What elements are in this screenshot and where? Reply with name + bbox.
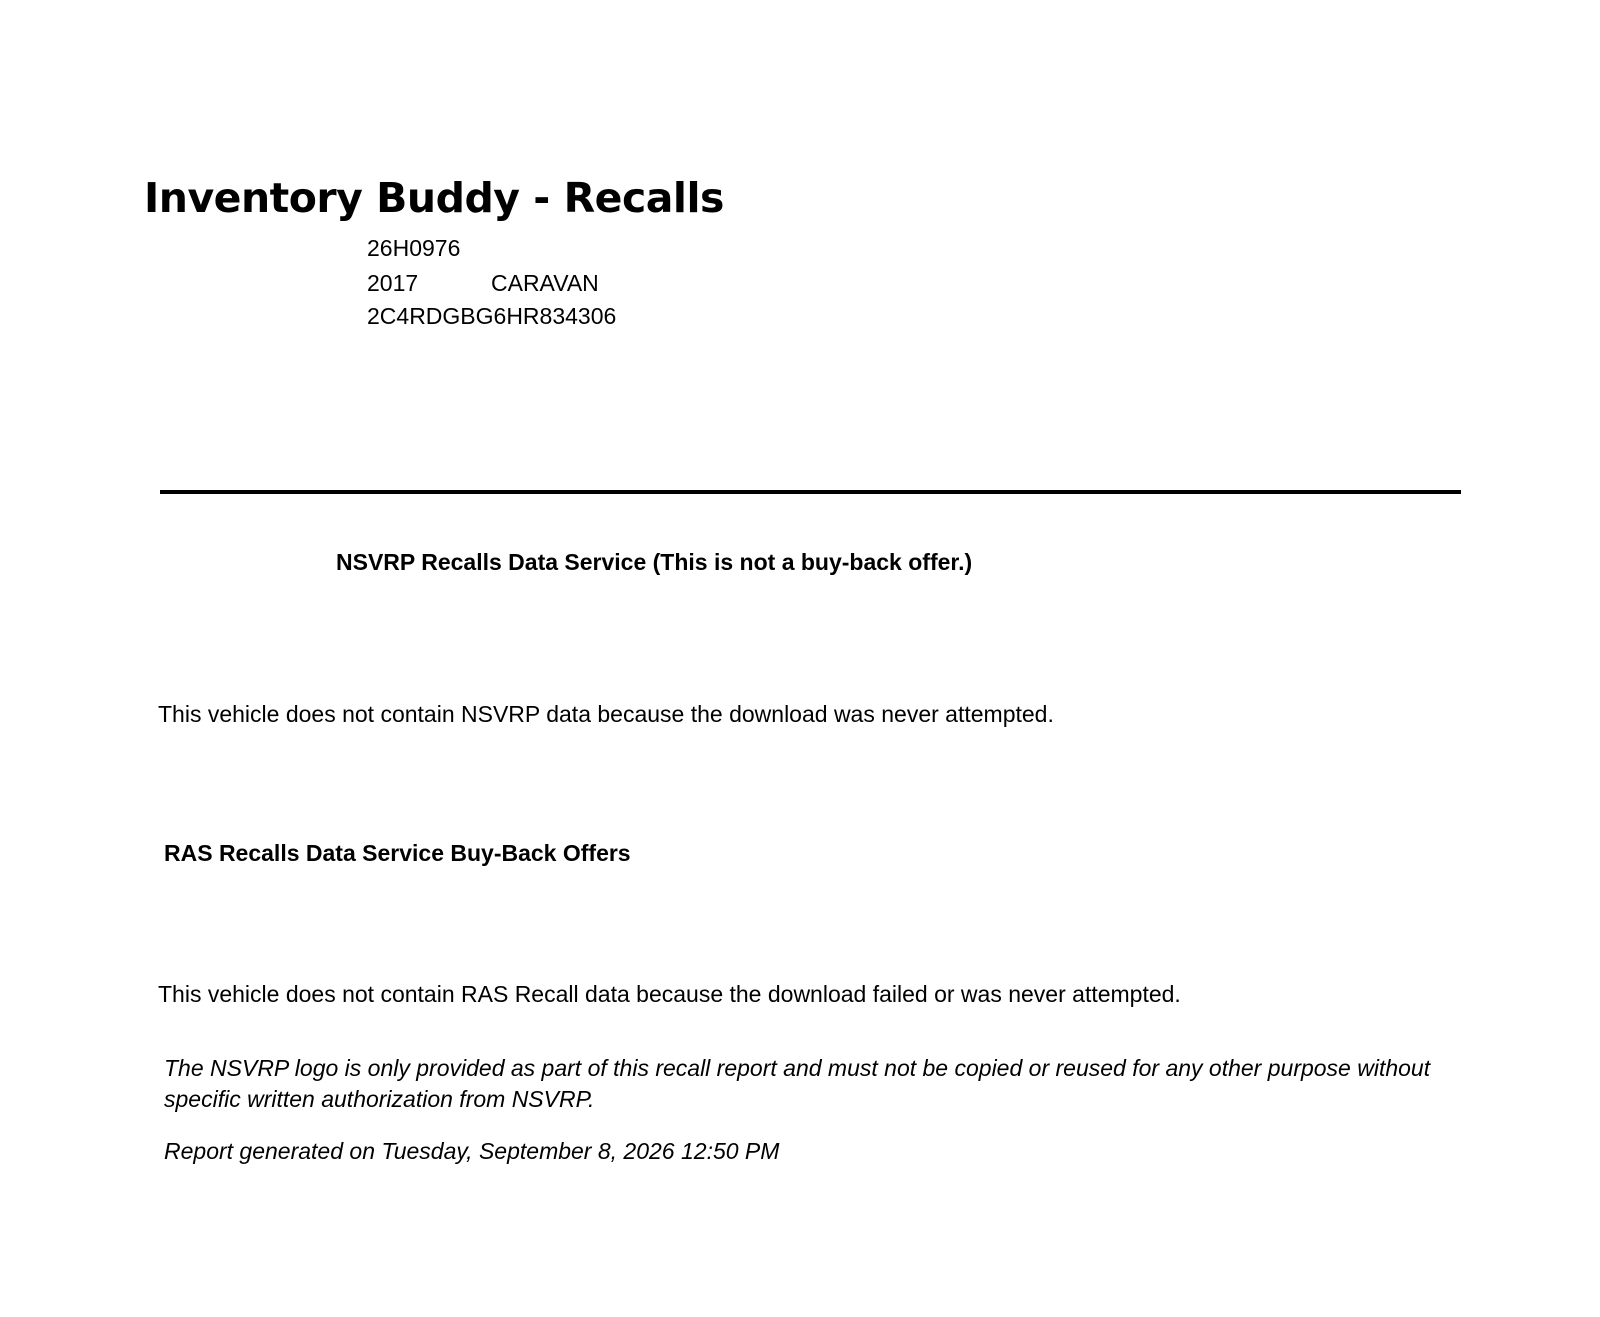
report-generated-timestamp: Report generated on Tuesday, September 8, 2026 12:50 PM <box>164 1138 780 1164</box>
nsvrp-section-heading: NSVRP Recalls Data Service (This is not a buy-back offer.) <box>336 549 973 575</box>
logo-disclaimer: The NSVRP logo is only provided as part of this recall report and must not be copied or reused for any other purpose without specific written authorization from NSVRP. <box>164 1055 1431 1112</box>
vin-number-value: 2C4RDGBG6HR834306 <box>367 303 617 329</box>
ras-section-heading: RAS Recalls Data Service Buy-Back Offers <box>164 840 631 866</box>
stock-number-value: 26H0976 <box>367 235 461 261</box>
nsvrp-status-message: This vehicle does not contain NSVRP data because the download was never attempted. <box>158 701 1054 727</box>
section-divider <box>160 490 1461 494</box>
page-title: Inventory Buddy - Recalls <box>144 174 724 222</box>
model-value: CARAVAN <box>491 270 599 296</box>
ras-status-message: This vehicle does not contain RAS Recall data because the download failed or was never attempted. <box>158 981 1181 1007</box>
year-value: 2017 <box>367 270 419 296</box>
